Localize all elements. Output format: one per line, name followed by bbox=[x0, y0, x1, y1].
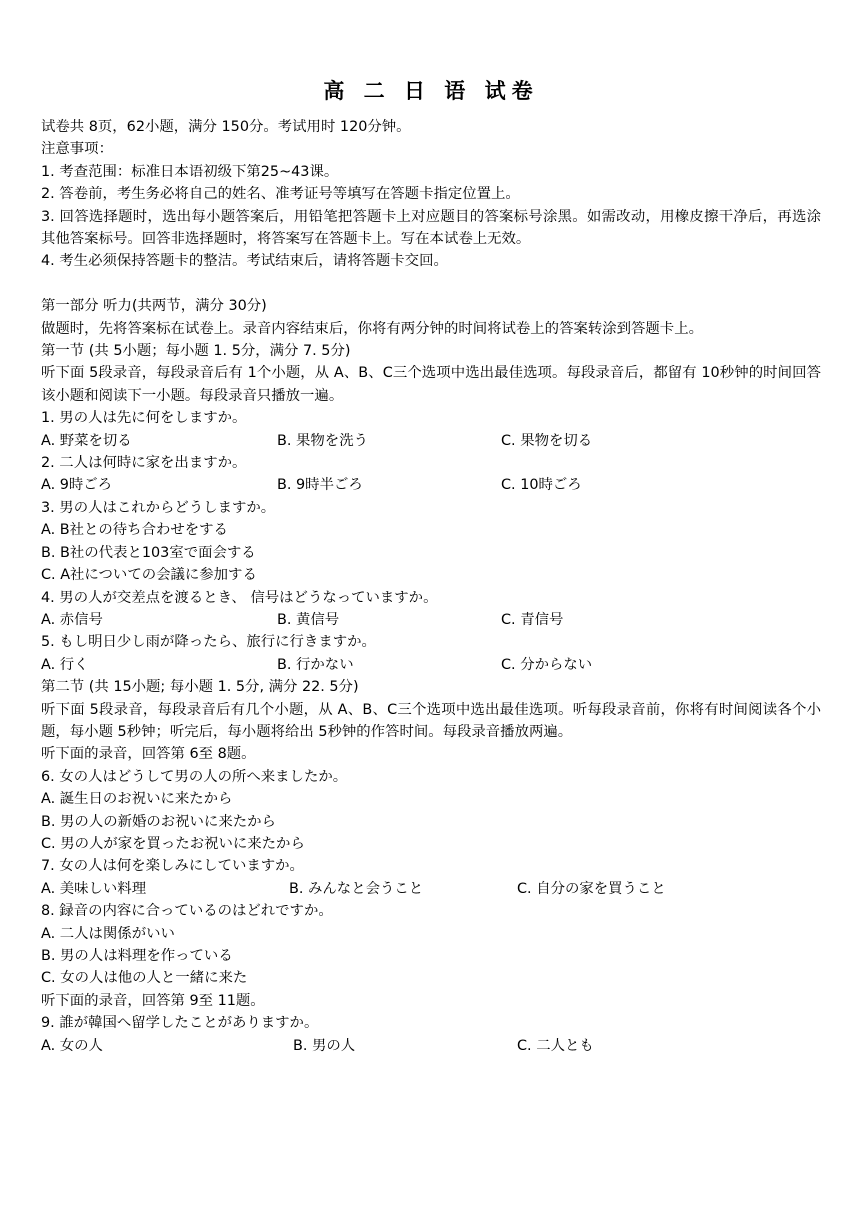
question-5-options bbox=[41, 654, 821, 676]
question-4: 4. 男の人が交差点を渡るとき、 信号はどうなっていますか。 bbox=[41, 589, 438, 606]
group-intro: 听下面的录音，回答第 9至 11题。 bbox=[41, 992, 265, 1009]
option-a: A. 赤信号 bbox=[41, 611, 103, 628]
option-c: C. 女の人は他の人と一緒に来た bbox=[41, 970, 248, 987]
notice-item: 2. 答卷前，考生务必将自己的姓名、准考证号等填写在答题卡指定位置上。 bbox=[41, 186, 520, 203]
option-c: C. 青信号 bbox=[501, 611, 564, 628]
question-9-options bbox=[41, 1035, 821, 1057]
option-a: A. B社との待ち合わせをする bbox=[41, 522, 228, 539]
exam-page bbox=[41, 78, 821, 1057]
question-7-options bbox=[41, 878, 821, 900]
spacer bbox=[41, 273, 821, 295]
option-a: A. 9時ごろ bbox=[41, 477, 113, 494]
option-b: B. 行かない bbox=[277, 656, 354, 673]
question-7: 7. 女の人は何を楽しみにしていますか。 bbox=[41, 858, 304, 875]
question-8: 8. 録音の内容に合っているのはどれですか。 bbox=[41, 903, 333, 920]
option-c: C. 10時ごろ bbox=[501, 477, 582, 494]
option-c: C. 分からない bbox=[501, 656, 593, 673]
part1-instruction: 做题时，先将答案标在试卷上。录音内容结束后，你将有两分钟的时间将试卷上的答案转涂到答题卡上。 bbox=[41, 320, 703, 337]
option-b: B. 男の人の新婚のお祝いに来たから bbox=[41, 813, 276, 830]
notice-item: 1. 考查范围：标准日本语初级下第25~43课。 bbox=[41, 163, 339, 180]
option-a: A. 行く bbox=[41, 656, 89, 673]
option-b: B. みんなと会うこと bbox=[289, 880, 424, 897]
option-b: B. 黄信号 bbox=[277, 611, 340, 628]
part1-heading: 第一部分 听力(共两节，满分 30分) bbox=[41, 298, 267, 315]
option-c: C. 男の人が家を買ったお祝いに来たから bbox=[41, 835, 305, 852]
question-1: 1. 男の人は先に何をしますか。 bbox=[41, 410, 247, 427]
question-9: 9. 誰が韓国へ留学したことがありますか。 bbox=[41, 1015, 319, 1032]
exam-intro: 试卷共 8页，62小题，满分 150分。考试用时 120分钟。 bbox=[41, 119, 411, 135]
section1-heading: 第一节 (共 5小题；每小题 1. 5分，满分 7. 5分) bbox=[41, 343, 351, 360]
option-c: C. 二人とも bbox=[517, 1037, 594, 1054]
question-1-options bbox=[41, 430, 821, 452]
option-a: A. 二人は関係がいい bbox=[41, 925, 175, 942]
question-2-options bbox=[41, 474, 821, 496]
section2-heading: 第二节 (共 15小题; 每小题 1. 5分, 满分 22. 5分) bbox=[41, 679, 359, 696]
option-b: B. 果物を洗う bbox=[277, 432, 368, 449]
section2-instruction: 听下面 5段录音，每段录音后有几个小题，从 A、B、C三个选项中选出最佳选项。听每段录音前，你将有时间阅读各个小题，每小题 5秒钟；听完后，每小题将给出 5秒钟的作答时间。每段录音播放两遍。 bbox=[41, 701, 821, 740]
option-c: C. 自分の家を買うこと bbox=[517, 880, 666, 897]
option-a: A. 誕生日のお祝いに来たから bbox=[41, 791, 233, 808]
group-intro: 听下面的录音，回答第 6至 8题。 bbox=[41, 746, 256, 763]
question-6: 6. 女の人はどうして男の人の所へ来ましたか。 bbox=[41, 768, 348, 785]
option-a: A. 野菜を切る bbox=[41, 432, 132, 449]
question-5: 5. もし明日少し雨が降ったら、旅行に行きますか。 bbox=[41, 634, 376, 651]
option-b: B. 9時半ごろ bbox=[277, 477, 363, 494]
question-4-options bbox=[41, 609, 821, 631]
option-b: B. 男の人 bbox=[293, 1037, 356, 1054]
notice-label: 注意事项： bbox=[41, 141, 113, 158]
option-a: A. 美味しい料理 bbox=[41, 880, 147, 897]
notice-item: 4. 考生必须保持答题卡的整洁。考试结束后，请将答题卡交回。 bbox=[41, 253, 448, 270]
section1-instruction: 听下面 5段录音，每段录音后有 1个小题，从 A、B、C三个选项中选出最佳选项。每段录音后，都留有 10秒钟的时间回答该小题和阅读下一小题。每段录音只播放一遍。 bbox=[41, 365, 821, 404]
question-2: 2. 二人は何時に家を出ますか。 bbox=[41, 455, 247, 472]
notice-item: 3. 回答选择题时，选出每小题答案后，用铅笔把答题卡上对应题目的答案标号涂黑。如需改动，用橡皮擦干净后，再选涂其他答案标号。回答非选择题时，将答案写在答题卡上。写在本试卷上无效。 bbox=[41, 208, 821, 248]
option-a: A. 女の人 bbox=[41, 1037, 103, 1054]
option-c: C. 果物を切る bbox=[501, 432, 593, 449]
option-c: C. A社についての会議に参加する bbox=[41, 567, 257, 584]
question-3: 3. 男の人はこれからどうしますか。 bbox=[41, 499, 276, 516]
page-title: 高 二 日 语 试卷 bbox=[323, 79, 539, 103]
option-b: B. B社の代表と103室で面会する bbox=[41, 544, 256, 561]
option-b: B. 男の人は料理を作っている bbox=[41, 948, 233, 965]
